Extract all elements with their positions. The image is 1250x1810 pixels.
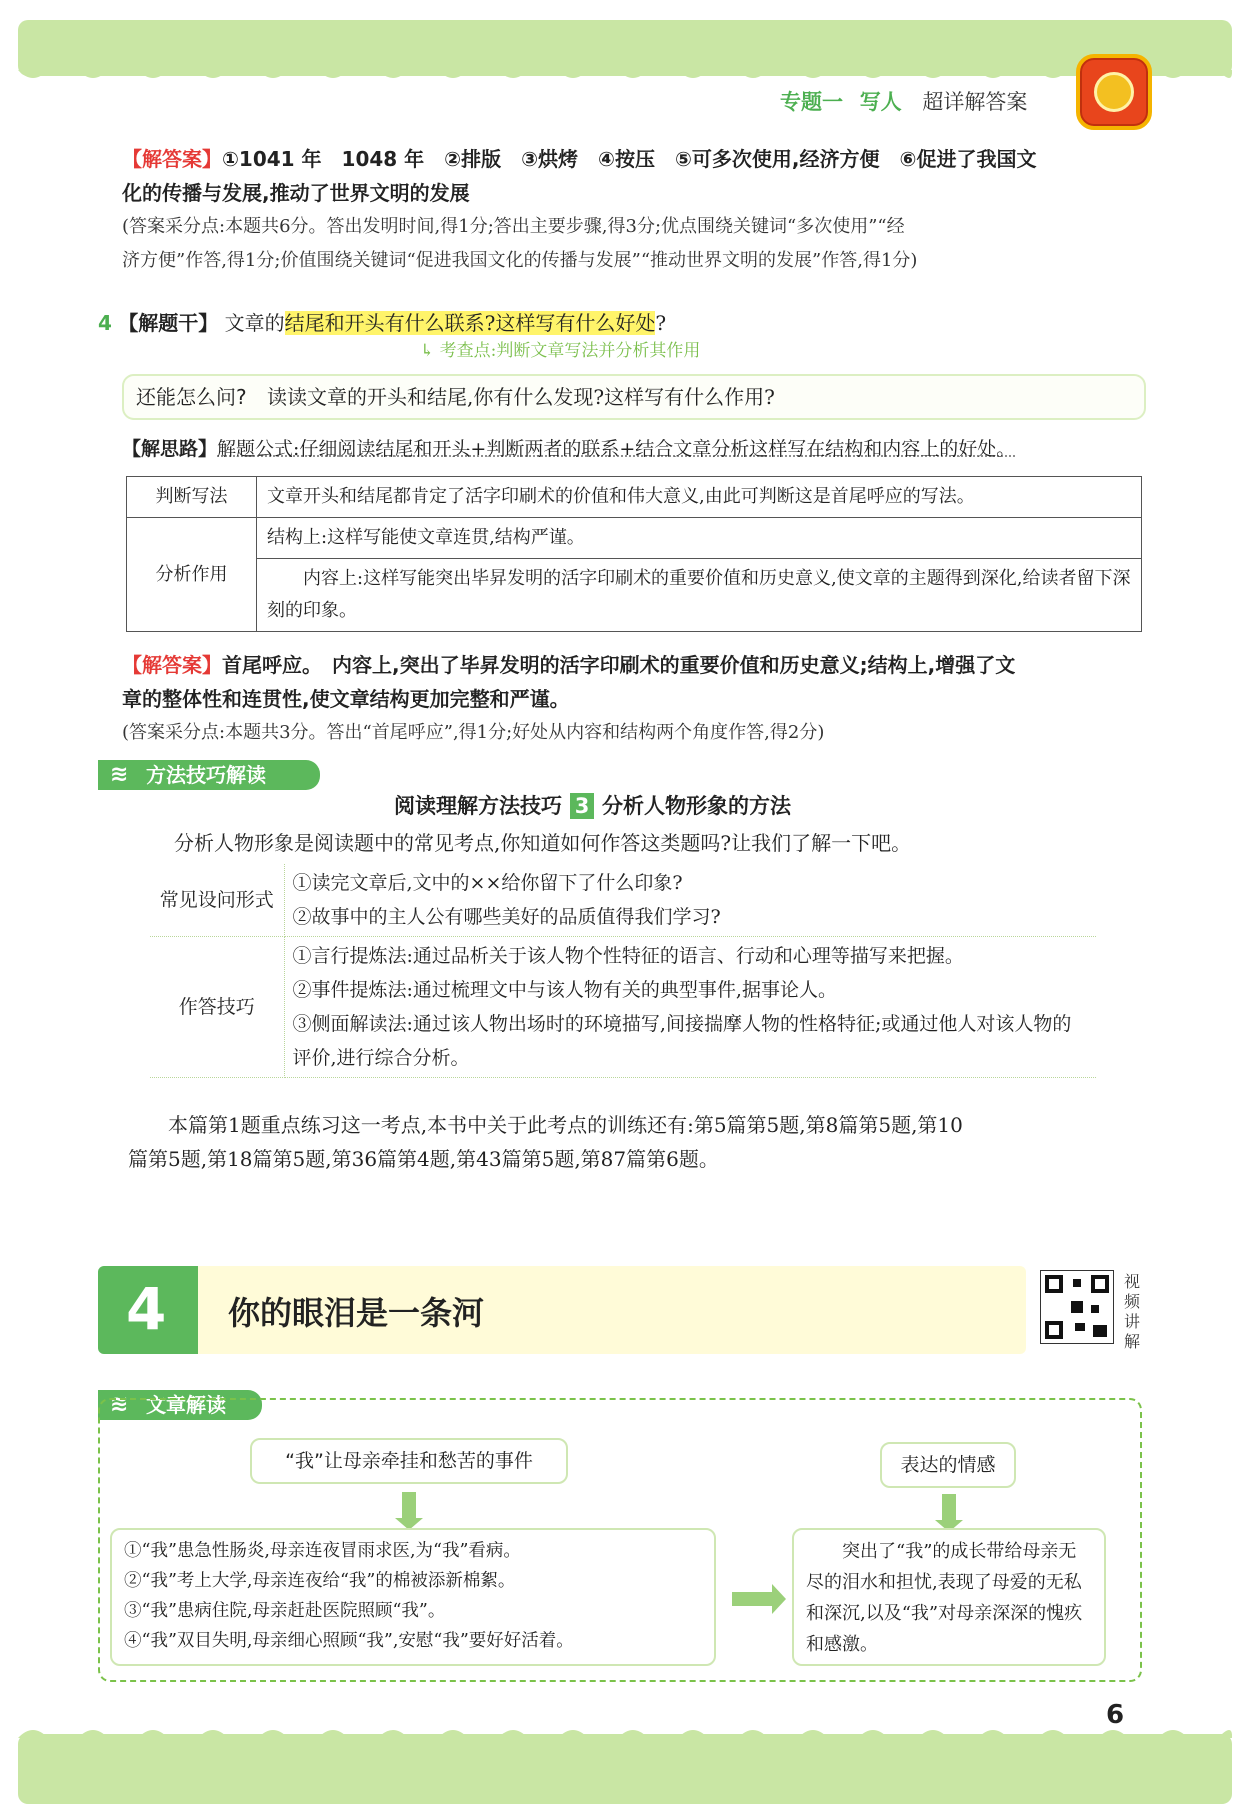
- q3-score-line1: (答案采分点:本题共6分。答出发明时间,得1分;答出主要步骤,得3分;优点围绕关键词“多次使用”“经: [122, 216, 905, 237]
- practice-line-1: 本篇第1题重点练习这一考点,本书中关于此考点的训练还有:第5篇第5题,第8篇第5题,第10: [168, 1113, 963, 1137]
- table-head-effect: 分析作用: [127, 518, 257, 632]
- skill-line-3: ③侧面解读法:通过该人物出场时的环境描写,间接揣摩人物的性格特征;或通过他人对该人物的评价,进行综合分析。: [292, 1013, 1072, 1069]
- q3-answer: [122, 142, 1152, 278]
- method-table: [150, 864, 1096, 1078]
- method-intro: 分析人物形象是阅读题中的常见考点,你知道如何作答这类题吗?让我们了解一下吧。: [174, 831, 912, 855]
- video-label: 视频讲解: [1124, 1272, 1141, 1351]
- top-wave-border: [18, 70, 1232, 86]
- bottom-banner: [18, 1734, 1232, 1804]
- stem-highlight: 结尾和开头有什么联系?这样写有什么好处: [284, 311, 656, 335]
- method-bar-label: 方法技巧解读: [146, 763, 266, 787]
- table-cell-structure: 结构上:这样写能使文章连贯,结构严谨。: [257, 518, 1142, 559]
- q3-answer-line1: ①1041 年 1048 年 ②排版 ③烘烤 ④按压 ⑤可多次使用,经济方便 ⑥促进了我国文: [222, 147, 1037, 171]
- practice-line-2: 篇第5题,第18篇第5题,第36篇第4题,第43篇第5题,第87篇第6题。: [128, 1147, 719, 1171]
- book-label: 超详解答案: [922, 90, 1028, 114]
- q4-answer-line2: 章的整体性和连贯性,使文章结构更加完整和严谨。: [122, 687, 570, 711]
- wave-lines-icon: ≋: [110, 1392, 129, 1417]
- analysis-bar-label: 文章解读: [146, 1393, 226, 1417]
- practice-note: [128, 1108, 1128, 1176]
- table-cell-judge: 文章开头和结尾都肯定了活字印刷术的价值和伟大意义,由此可判断这是首尾呼应的写法。: [257, 477, 1142, 518]
- exam-point-text: 考查点:判断文章写法并分析其作用: [439, 341, 701, 361]
- exam-point-note: ↳ 考查点:判断文章写法并分析其作用: [420, 341, 701, 361]
- method-title: [394, 790, 791, 820]
- skill-line-1: ①言行提炼法:通过品析关于该人物个性特征的语言、行动和心理等描写来把握。: [292, 945, 964, 967]
- stem-prefix: 文章的: [224, 311, 285, 335]
- q4-score: (答案采分点:本题共3分。答出“首尾呼应”,得1分;好处从内容和结构两个角度作答,得2分): [122, 722, 825, 743]
- method-forms-cell: [284, 864, 1096, 937]
- question-number: 4: [98, 311, 112, 335]
- event-item-1: ①“我”患急性肠炎,母亲连夜冒雨求医,为“我”看病。: [124, 1541, 521, 1561]
- qr-code-icon[interactable]: [1040, 1270, 1114, 1344]
- topic-label: 专题一: [780, 90, 843, 114]
- page-header: [780, 86, 1027, 116]
- arrow-down-icon: [942, 1494, 956, 1520]
- event-item-4: ④“我”双目失明,母亲细心照顾“我”,安慰“我”要好好活着。: [124, 1631, 574, 1651]
- stem-suffix: ?: [655, 311, 667, 335]
- method-title-pre: 阅读理解方法技巧: [394, 794, 562, 818]
- event-item-3: ③“我”患病住院,母亲赶赴医院照顾“我”。: [124, 1601, 446, 1621]
- q4-answer-line1: 首尾呼应。 内容上,突出了毕昇发明的活字印刷术的重要价值和历史意义;结构上,增强了文: [222, 653, 1016, 677]
- answer-tag: 【解答案】: [122, 653, 222, 677]
- wave-lines-icon: ≋: [110, 762, 129, 787]
- q3-score-line2: 济方便”作答,得1分;价值围绕关键词“促进我国文化的传播与发展”“推动世界文明的发展”作答,得1分): [122, 250, 918, 271]
- think-text: 解题公式:仔细阅读结尾和开头+判断两者的联系+结合文章分析这样写在结构和内容上的好处。: [217, 438, 1016, 460]
- arrow-down-icon: [402, 1492, 416, 1518]
- answer-tag: 【解答案】: [122, 147, 222, 171]
- article-number: 4: [126, 1275, 167, 1343]
- brand-badge-icon: [1076, 54, 1152, 130]
- method-head-skills: 作答技巧: [150, 937, 284, 1078]
- events-box: [110, 1528, 716, 1666]
- events-label: “我”让母亲牵挂和愁苦的事件: [250, 1438, 568, 1484]
- skill-line-2: ②事件提炼法:通过梳理文中与该人物有关的典型事件,据事论人。: [292, 979, 837, 1001]
- method-title-post: 分析人物形象的方法: [602, 794, 791, 818]
- method-head-forms: 常见设问形式: [150, 864, 284, 937]
- think-tag: 【解思路】: [122, 438, 218, 460]
- think-line: [122, 432, 1162, 466]
- method-section-bar: [98, 760, 320, 790]
- emotion-box: 突出了“我”的成长带给母亲无尽的泪水和担忧,表现了母爱的无私和深沉,以及“我”对母亲深深的愧疚和感激。: [792, 1528, 1106, 1666]
- q4-stem: [98, 306, 1138, 340]
- analysis-table: [126, 476, 1142, 632]
- article-title: 你的眼泪是一条河: [228, 1294, 485, 1332]
- table-head-judge: 判断写法: [127, 477, 257, 518]
- method-skills-cell: [284, 937, 1096, 1078]
- bottom-wave-border: [18, 1722, 1232, 1738]
- top-banner: [18, 20, 1232, 76]
- emotion-label: 表达的情感: [880, 1442, 1016, 1488]
- q4-answer: [122, 648, 1152, 750]
- event-item-2: ②“我”考上大学,母亲连夜给“我”的棉被添新棉絮。: [124, 1571, 516, 1591]
- subject-label: 写人: [859, 90, 902, 114]
- arrow-right-icon: [732, 1592, 772, 1606]
- page-number: 6: [1106, 1700, 1125, 1730]
- method-title-number: 3: [570, 793, 594, 819]
- ask-label: 还能怎么问?: [136, 385, 247, 409]
- q3-answer-line2: 化的传播与发展,推动了世界文明的发展: [122, 181, 470, 205]
- article-title-banner: [98, 1266, 1026, 1354]
- form-line-1: ①读完文章后,文中的××给你留下了什么印象?: [292, 872, 683, 894]
- ask-text: 读读文章的开头和结尾,你有什么发现?这样写有什么作用?: [266, 385, 775, 409]
- form-line-2: ②故事中的主人公有哪些美好的品质值得我们学习?: [292, 906, 721, 928]
- table-cell-content: 内容上:这样写能突出毕昇发明的活字印刷术的重要价值和历史意义,使文章的主题得到深化,给读者留下深刻的印象。: [257, 559, 1142, 632]
- alternative-question-box: [122, 374, 1146, 420]
- question-tag: 【解题干】: [118, 311, 219, 335]
